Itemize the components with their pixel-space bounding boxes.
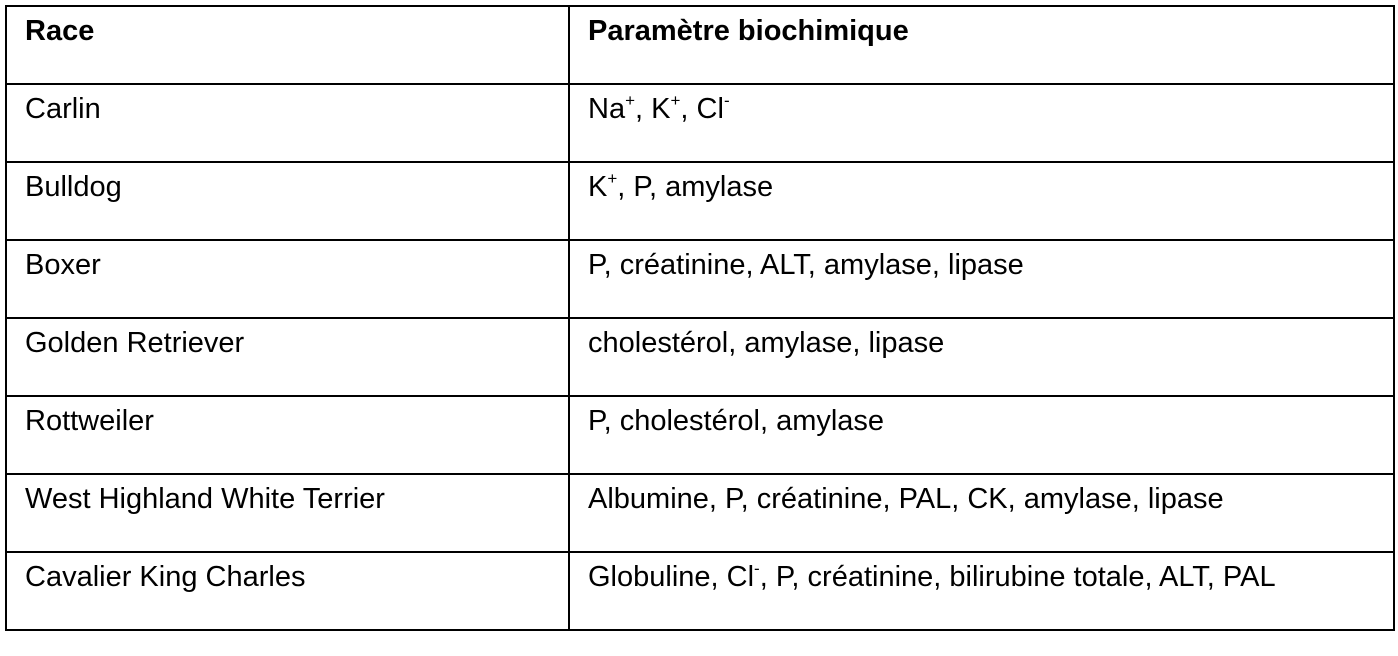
race-cell: Bulldog [6,162,569,240]
parametre-cell [569,84,1394,162]
separator: , [617,171,634,203]
table-body [6,84,1394,630]
table-row [6,240,1394,318]
header-race: Race [6,6,569,84]
table-row [6,396,1394,474]
parametre-text: cholestérol, amylase, lipase [588,327,945,359]
parametre-text: P, créatinine, bilirubine totale, ALT, PAL [775,561,1276,593]
table-row [6,552,1394,630]
table-row [6,474,1394,552]
parametre-text: Cl [696,93,724,125]
separator: , [759,561,776,593]
race-cell: Carlin [6,84,569,162]
table-row [6,84,1394,162]
table-row [6,318,1394,396]
parametre-cell [569,240,1394,318]
ion-charge: - [723,91,730,111]
ion-charge: + [607,169,618,189]
ion-charge: + [625,91,636,111]
parametre-cell [569,552,1394,630]
separator: , [680,93,697,125]
parametre-text: Globuline, Cl [588,561,755,593]
breed-parameter-table [5,5,1395,631]
parametre-cell [569,318,1394,396]
race-cell: Boxer [6,240,569,318]
parametre-text: P, cholestérol, amylase [588,405,885,437]
ion-charge: + [670,91,681,111]
ion-charge: - [754,559,760,579]
separator: , [635,93,652,125]
header-parametre: Paramètre biochimique [569,6,1394,84]
parametre-text: Albumine, P, créatinine, PAL, CK, amylase, lipase [588,483,1224,515]
parametre-text: P, amylase [633,171,774,203]
race-cell: Golden Retriever [6,318,569,396]
parametre-text: Na [588,93,626,125]
race-cell: Cavalier King Charles [6,552,569,630]
race-cell: Rottweiler [6,396,569,474]
table-header-row [6,6,1394,84]
parametre-cell [569,474,1394,552]
parametre-text: K [588,171,608,203]
parametre-cell [569,396,1394,474]
parametre-cell [569,162,1394,240]
race-cell: West Highland White Terrier [6,474,569,552]
parametre-text: K [651,93,671,125]
table-row [6,162,1394,240]
parametre-text: P, créatinine, ALT, amylase, lipase [588,249,1024,281]
